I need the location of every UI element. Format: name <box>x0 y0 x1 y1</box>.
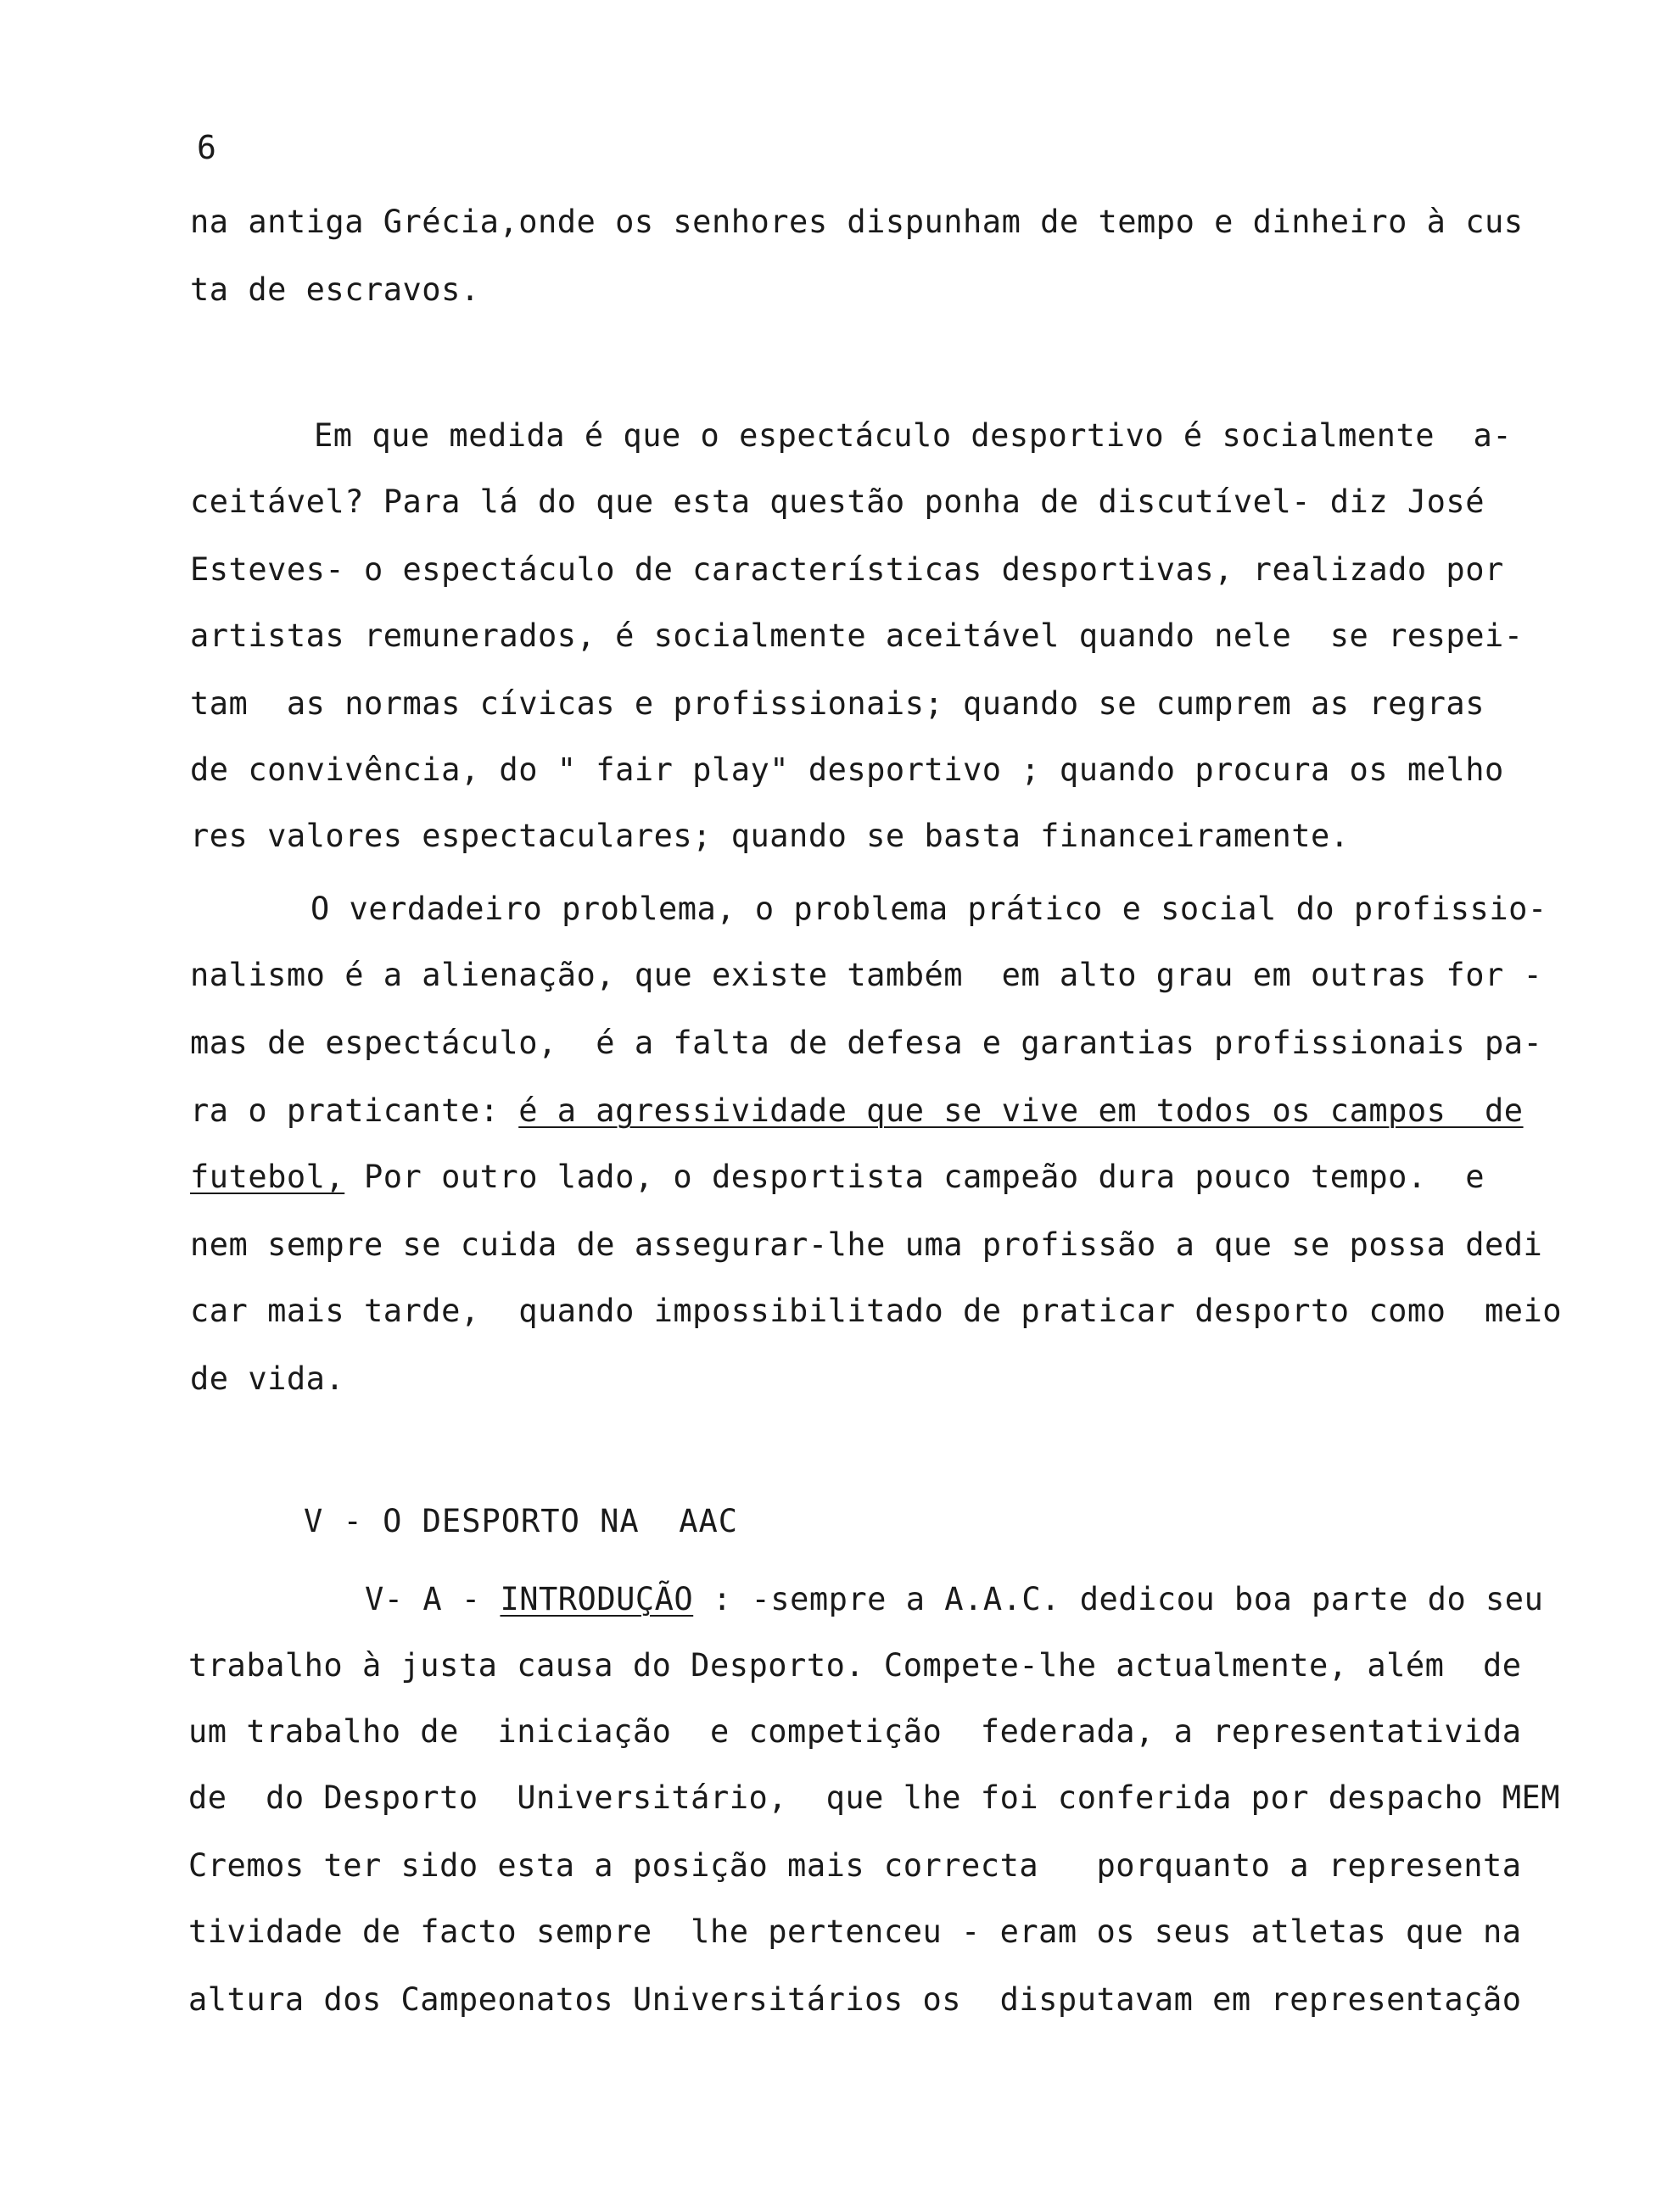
text-line: car mais tarde, quando impossibilitado de praticar desporto como meio <box>190 1293 1563 1329</box>
text-line: nem sempre se cuida de assegurar-lhe uma profissão a que se possa dedi <box>190 1226 1543 1263</box>
text-line: mas de espectáculo, é a falta de defesa e garantias profissionais pa- <box>190 1025 1543 1061</box>
text-line: um trabalho de iniciação e competição federada, a representativida <box>188 1713 1522 1750</box>
text-line <box>365 1579 1543 1620</box>
text-line: tam as normas cívicas e profissionais; quando se cumprem as regras <box>190 685 1485 722</box>
text-line: altura dos Campeonatos Universitários os disputavam em representação <box>188 1981 1522 2018</box>
text-line <box>190 1157 1485 1198</box>
text-segment: ra o praticante: <box>190 1092 519 1129</box>
text-segment: Por outro lado, o desportista campeão dura pouco tempo. e <box>344 1159 1485 1195</box>
section-heading: V - O DESPORTO NA AAC <box>304 1503 739 1539</box>
text-line: Cremos ter sido esta a posição mais correcta porquanto a representa <box>188 1847 1522 1884</box>
subsection-prefix: V- A - <box>365 1581 501 1617</box>
text-line: de do Desporto Universitário, que lhe foi conferida por despacho MEM <box>188 1779 1561 1816</box>
text-line: tividade de facto sempre lhe pertenceu - eram os seus atletas que na <box>188 1913 1522 1950</box>
text-line: nalismo é a alienação, que existe também em alto grau em outras for - <box>190 957 1543 993</box>
underlined-phrase: é a agressividade que se vive em todos os campos de <box>518 1092 1524 1129</box>
text-line: Em que medida é que o espectáculo desportivo é socialmente a- <box>314 417 1513 454</box>
page-number: 6 <box>197 129 216 166</box>
text-line: trabalho à justa causa do Desporto. Compete-lhe actualmente, além de <box>188 1647 1522 1684</box>
text-line <box>190 1091 1524 1131</box>
text-line: artistas remunerados, é socialmente aceitável quando nele se respei- <box>190 617 1524 654</box>
text-segment: : -sempre a A.A.C. dedicou boa parte do seu <box>693 1581 1544 1617</box>
text-line: Esteves- o espectáculo de características desportivas, realizado por <box>190 551 1504 588</box>
text-line: de vida. <box>190 1360 345 1397</box>
text-line: de convivência, do " fair play" desportivo ; quando procura os melho <box>190 751 1504 788</box>
text-line: res valores espectaculares; quando se basta financeiramente. <box>190 818 1350 854</box>
text-line: na antiga Grécia,onde os senhores dispunham de tempo e dinheiro à cus <box>190 204 1524 240</box>
text-line: ceitável? Para lá do que esta questão ponha de discutível- diz José <box>190 483 1485 520</box>
subsection-title: INTRODUÇÃO <box>500 1581 694 1617</box>
text-line: ta de escravos. <box>190 271 480 308</box>
text-line: O verdadeiro problema, o problema prático e social do profissio- <box>310 891 1547 927</box>
underlined-phrase: futebol, <box>190 1159 345 1195</box>
